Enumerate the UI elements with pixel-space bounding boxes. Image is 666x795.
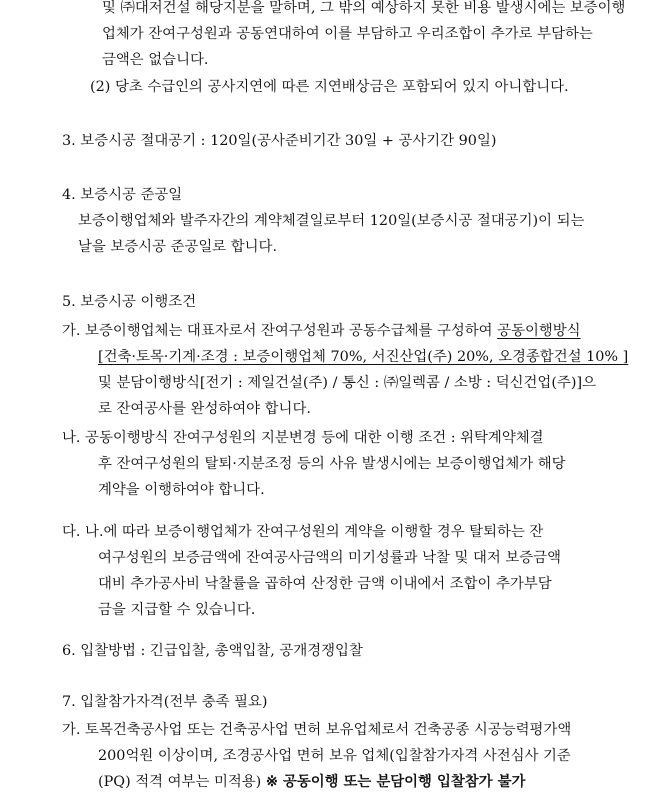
joint-execution-method: 공동이행방식 — [497, 323, 581, 339]
joint-share-breakdown: [건축·토목·기계·조경 : 보증이행업체 70%, 서진산업(주) 20%, 오경종합건설 10% ] — [98, 349, 629, 365]
paragraph-line: 후 잔여구성원의 탈퇴·지분조정 등의 사유 발생시에는 보증이행업체가 해당 — [98, 456, 566, 472]
paragraph-line — [98, 770, 525, 795]
section-4-heading: 4. 보증시공 준공일 — [62, 187, 183, 203]
clause-ga-text: 가. 보증이행업체는 대표자로서 잔여구성원과 공동수급체를 구성하여 — [62, 323, 498, 339]
paragraph-line: 계약을 이행하여야 합니다. — [98, 482, 265, 498]
paragraph-line: 보증이행업체와 발주자간의 계약체결일로부터 120일(보증시공 절대공기)이 되는 — [78, 213, 585, 229]
paragraph-line: 가. 토목건축공사업 또는 건축공사업 면허 보유업체로서 건축공종 시공능력평가액 — [62, 722, 572, 738]
paragraph-line: 업체가 잔여구성원과 공동연대하여 이를 부담하고 우리조합이 추가로 부담하는 — [102, 26, 593, 42]
paragraph-line: 날을 보증시공 준공일로 합니다. — [78, 239, 278, 255]
section-6-label: 6. 입찰방법 : — [62, 643, 150, 659]
section-7-heading: 7. 입찰참가자격(전부 충족 필요) — [62, 694, 268, 710]
paragraph-line: 다. 나.에 따라 보증이행업체가 잔여구성원의 계약을 이행할 경우 탈퇴하는 잔 — [62, 524, 544, 540]
paragraph-line: 및 ㈜대저건설 해당지분을 말하며, 그 밖의 예상하지 못한 비용 발생시에는 보증이행 — [102, 0, 626, 16]
paragraph-line: 나. 공동이행방식 잔여구성원의 지분변경 등에 대한 이행 조건 : 위탁계약체결 — [62, 430, 544, 446]
paragraph-line: 여구성원의 보증금액에 잔여공사금액의 미기성률과 낙찰 및 대저 보증금액 — [98, 550, 561, 566]
paragraph-line: 금액은 없습니다. — [102, 52, 209, 68]
joint-bid-prohibition: ※ 공동이행 또는 분담이행 입찰참가 불가 — [265, 773, 526, 790]
paragraph-line: 대비 추가공사비 낙찰률을 곱하여 산정한 금액 이내에서 조합이 추가부담 — [98, 576, 552, 592]
paragraph-line: (2) 당초 수급인의 공사지연에 따른 지연배상금은 포함되어 있지 아니합니다. — [90, 79, 569, 95]
paragraph-line: 및 분담이행방식[전기 : 제일건설(주) / 통신 : ㈜일렉콤 / 소방 : 덕신건업(주)]으 — [98, 375, 596, 391]
paragraph-line — [62, 319, 581, 344]
paragraph-line: 200억원 이상이며, 조경공사업 면허 보유 업체(입찰참가자격 사전심사 기준 — [98, 748, 571, 764]
pq-note: (PQ) 적격 여부는 미적용) — [98, 774, 266, 790]
section-3-heading: 3. 보증시공 절대공기 : 120일(공사준비기간 30일 + 공사기간 90일) — [62, 133, 497, 149]
paragraph-line: 로 잔여공사를 완성하여야 합니다. — [98, 401, 311, 417]
paragraph-line: 금을 지급할 수 있습니다. — [98, 602, 256, 618]
bidding-method: 긴급입찰, 총액입찰, 공개경쟁입찰 — [149, 643, 363, 659]
section-6-heading — [62, 639, 363, 664]
section-5-heading: 5. 보증시공 이행조건 — [62, 294, 197, 310]
